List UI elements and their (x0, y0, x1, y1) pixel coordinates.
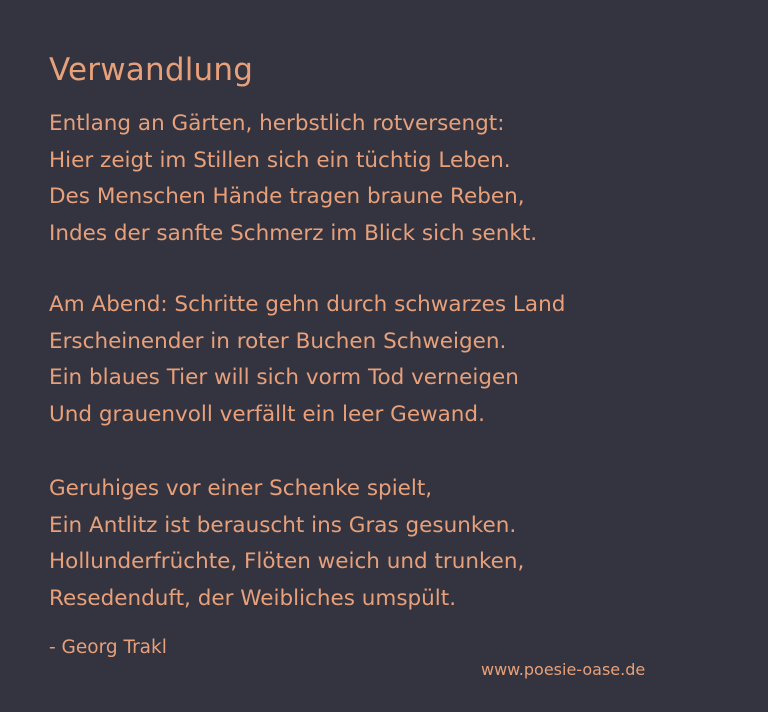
poem-line: Geruhiges vor einer Schenke spielt, (49, 476, 433, 501)
poem-line: Resedenduft, der Weibliches umspült. (49, 585, 457, 611)
poem-line: Erscheinender in roter Buchen Schweigen. (49, 328, 507, 354)
poem-line: Am Abend: Schritte gehn durch schwarzes Land (49, 292, 566, 317)
poem-line: Ein Antlitz ist berauscht ins Gras gesunken. (49, 512, 517, 538)
poem-line: Und grauenvoll verfällt ein leer Gewand. (49, 401, 485, 427)
stanza-3 (49, 471, 524, 617)
poem-line: Des Menschen Hände tragen braune Reben, (49, 184, 525, 209)
website-link[interactable]: www.poesie-oase.de (481, 660, 646, 679)
poem-line: Entlang an Gärten, herbstlich rotversengt: (49, 111, 505, 136)
stanza-2 (49, 287, 565, 433)
poem-line: Ein blaues Tier will sich vorm Tod verneigen (49, 365, 519, 390)
poem-line: Hier zeigt im Stillen sich ein tüchtig Leben. (49, 147, 511, 173)
poem-line: Indes der sanfte Schmerz im Blick sich senkt. (49, 220, 538, 246)
stanza-1 (49, 106, 537, 252)
poem-title: Verwandlung (49, 52, 254, 88)
poem-author: - Georg Trakl (49, 637, 167, 658)
poem-line: Hollunderfrüchte, Flöten weich und trunken, (49, 549, 525, 574)
